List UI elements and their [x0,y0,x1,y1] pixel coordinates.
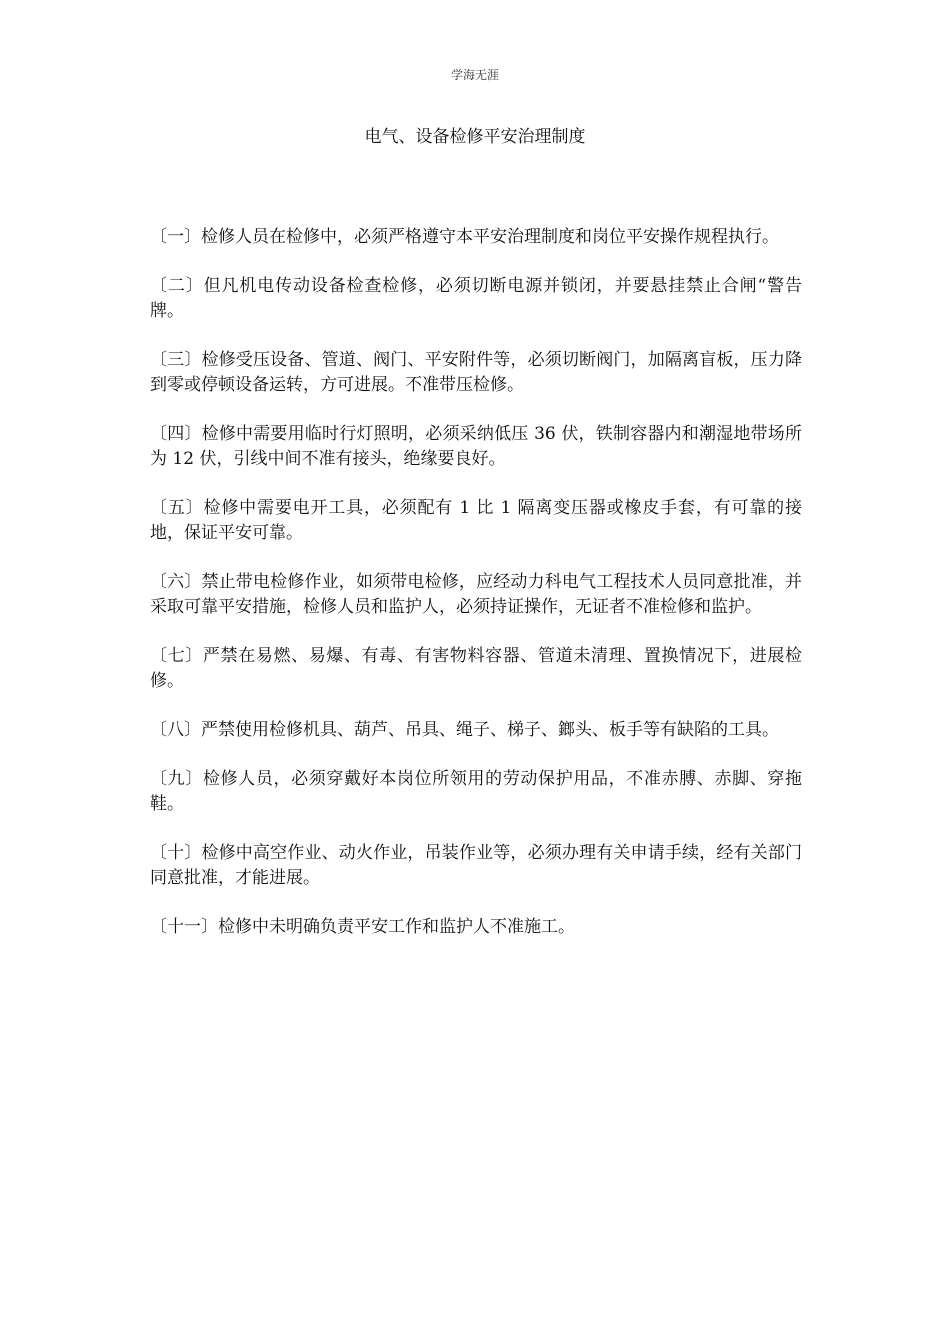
clause-10: 〔十〕检修中高空作业、动火作业，吊装作业等，必须办理有关申请手续，经有关部门同意批准，才能进展。 [150,843,802,888]
clause-9: 〔九〕检修人员，必须穿戴好本岗位所领用的劳动保护用品，不准赤膊、赤脚、穿拖鞋。 [150,769,802,814]
document-title: 电气、设备检修平安治理制度 [364,127,586,147]
clause-5: 〔五〕检修中需要电开工具，必须配有 1 比 1 隔离变压器或橡皮手套，有可靠的接地，保证平安可靠。 [150,498,802,543]
page-header: 学海无涯 [450,68,499,82]
clause-1: 〔一〕检修人员在检修中，必须严格遵守本平安治理制度和岗位平安操作规程执行。 [150,227,779,247]
clause-7: 〔七〕严禁在易燃、易爆、有毒、有害物料容器、管道未清理、置换情况下，进展检修。 [150,646,802,691]
clause-list [150,225,802,964]
clause-3: 〔三〕检修受压设备、管道、阀门、平安附件等，必须切断阀门，加隔离盲板，压力降到零或停顿设备运转，方可进展。不准带压检修。 [150,350,802,395]
clause-8: 〔八〕严禁使用检修机具、葫芦、吊具、绳子、梯子、鎯头、板手等有缺陷的工具。 [150,720,779,740]
clause-4: 〔四〕检修中需要用临时行灯照明，必须采纳低压 36 伏，铁制容器内和潮湿地带场所为 12 伏，引线中间不准有接头，绝缘要良好。 [150,424,802,469]
clause-6: 〔六〕禁止带电检修作业，如须带电检修，应经动力科电气工程技术人员同意批准，并采取可靠平安措施，检修人员和监护人，必须持证操作，无证者不准检修和监护。 [150,572,802,617]
clause-11: 〔十一〕检修中未明确负责平安工作和监护人不准施工。 [150,917,575,937]
clause-2: 〔二〕但凡机电传动设备检查检修，必须切断电源并锁闭，并要悬挂禁止合闸“警告牌。 [150,276,802,321]
